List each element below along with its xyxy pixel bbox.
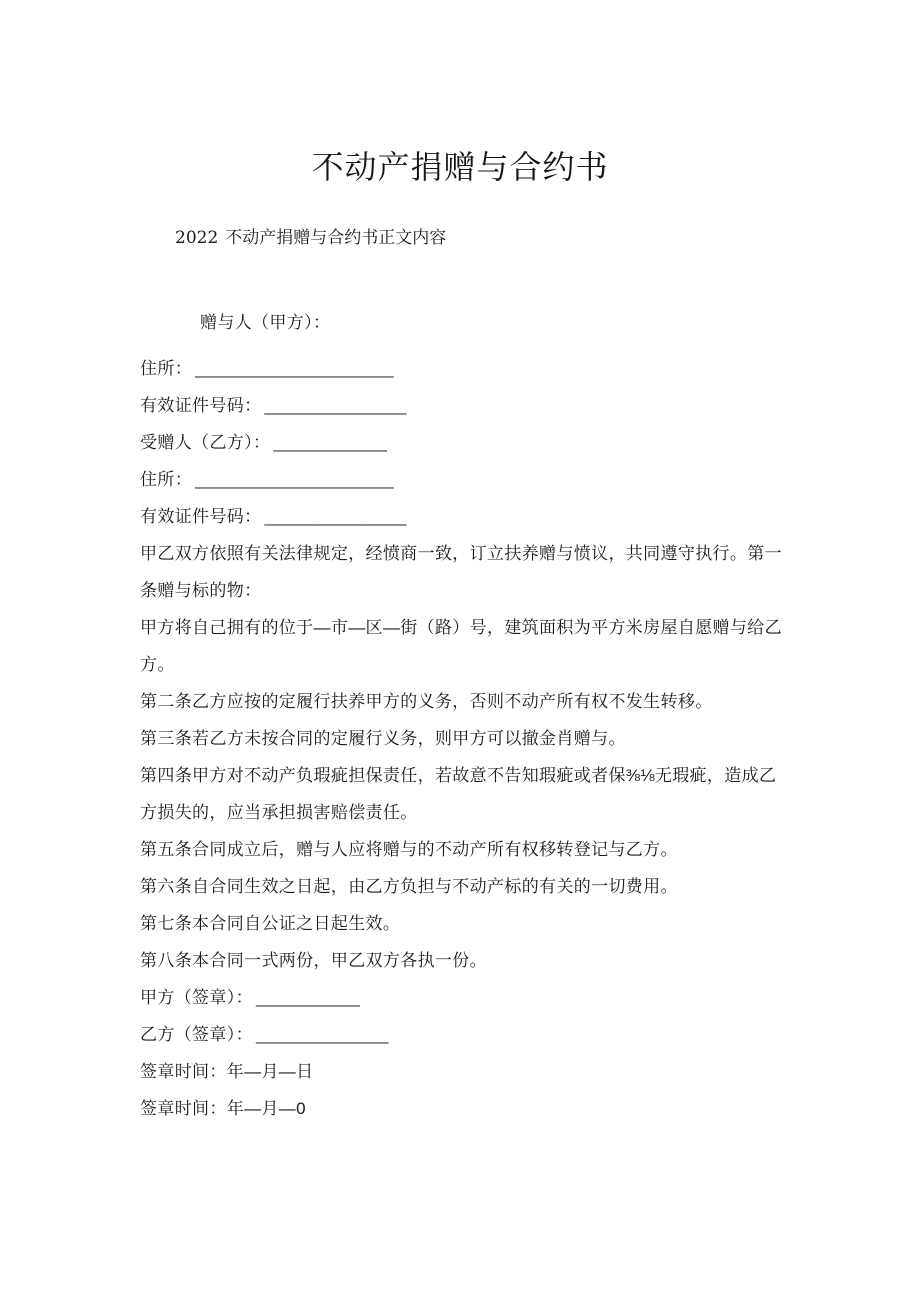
document-subtitle xyxy=(175,226,920,250)
blank-underline: _______________ xyxy=(264,507,407,526)
paragraph-line: 签章时间：年—月—0 xyxy=(140,1099,306,1118)
blank-underline: ____________ xyxy=(273,433,387,452)
blank-underline: ______________ xyxy=(255,1025,389,1044)
blank-underline: _____________________ xyxy=(195,359,394,378)
document-title: 不动产捐赠与合约书 xyxy=(311,148,609,186)
paragraph-line: 第五条合同成立后，赠与人应将赠与的不动产所有权移转登记与乙方。 xyxy=(140,840,678,859)
paragraph-line: 第八条本合同一式两份，甲乙双方各执一份。 xyxy=(140,951,487,970)
field-label: 有效证件号码： xyxy=(140,507,262,526)
form-field-line xyxy=(140,304,792,341)
field-label: 乙方（签章）： xyxy=(140,1025,253,1044)
field-label: 住所： xyxy=(140,359,193,378)
subtitle-text: 不动产捐赠与合约书正文内容 xyxy=(225,228,447,247)
blank-underline: _____________________ xyxy=(195,470,394,489)
paragraph-line: 签章时间：年—月—日 xyxy=(140,1062,314,1081)
field-label: 甲方（签章）： xyxy=(140,988,253,1007)
subtitle-year: 2022 xyxy=(175,228,219,248)
form-field-line xyxy=(140,350,792,387)
form-field-line xyxy=(140,1016,792,1053)
form-field-line xyxy=(140,461,792,498)
paragraph-line: 第二条乙方应按的定履行扶养甲方的义务，否则不动产所有权不发生转移。 xyxy=(140,692,713,711)
document-body xyxy=(140,304,792,1127)
paragraph-line: 第六条自合同生效之日起，由乙方负担与不动产标的有关的一切费用。 xyxy=(140,877,678,896)
form-field-line xyxy=(140,498,792,535)
paragraph-line: 甲方将自己拥有的位于—市—区—街（路）号，建筑面积为平方米房屋自愿赠与给乙方。 xyxy=(140,618,782,674)
blank-underline: _______________ xyxy=(264,396,407,415)
form-field-line xyxy=(140,979,792,1016)
paragraph-line: 第四条甲方对不动产负瑕疵担保责任，若故意不告知瑕疵或者保⅜⅛无瑕疵，造成乙方损失的，应当承担损害赔偿责任。 xyxy=(140,766,777,822)
paragraph-line: 第七条本合同自公证之日起生效。 xyxy=(140,914,401,933)
form-field-line xyxy=(140,387,792,424)
field-label: 住所： xyxy=(140,470,193,489)
blank-underline: ___________ xyxy=(255,988,360,1007)
field-label: 赠与人（甲方）： xyxy=(200,313,331,332)
field-label: 受赠人（乙方）： xyxy=(140,433,271,452)
form-field-line xyxy=(140,424,792,461)
paragraph-line: 甲乙双方依照有关法律规定，经愤商一致，订立扶养赠与愤议，共同遵守执行。第一条赠与标的物： xyxy=(140,544,782,600)
paragraph-line: 第三条若乙方未按合同的定履行义务，则甲方可以撤金肖赠与。 xyxy=(140,729,626,748)
field-label: 有效证件号码： xyxy=(140,396,262,415)
